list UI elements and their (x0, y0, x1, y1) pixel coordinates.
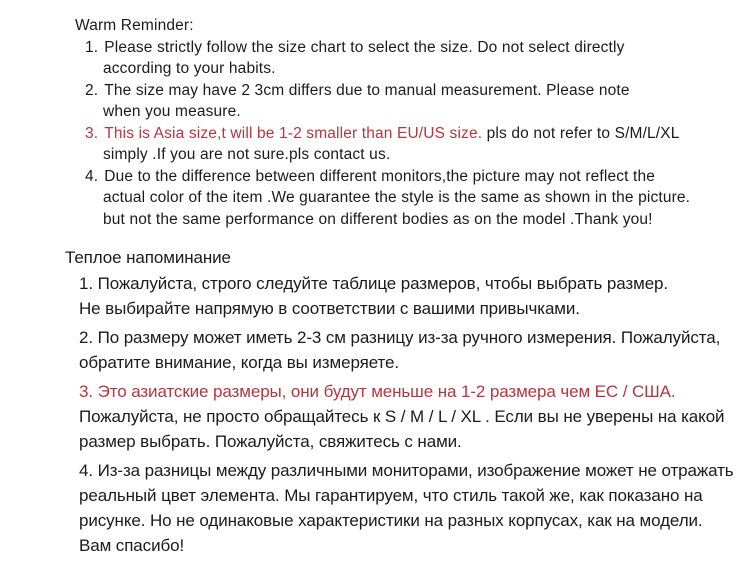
reminder-line: Пожалуйста, не просто обращайтесь к S / M / L / XL . Если вы не уверены на какой (79, 407, 725, 426)
english-reminder-item-3 (75, 123, 690, 166)
english-reminder-item-1 (75, 37, 690, 80)
reminder-line: simply .If you are not sure.pls contact us. (103, 146, 391, 163)
item-number: 1. (85, 38, 99, 56)
reminder-line (85, 166, 690, 188)
item-number: 3. (85, 124, 99, 142)
item-number: 2. (85, 81, 99, 99)
russian-reminder-item-4 (79, 458, 734, 558)
russian-reminder-title: Теплое напоминание (65, 248, 231, 267)
asia-size-warning-text: This is Asia size,t will be 1-2 smaller than EU/US size. (104, 124, 483, 142)
russian-warm-reminder (65, 245, 734, 562)
item-number: 4. (85, 167, 99, 185)
russian-reminder-item-3 (79, 379, 734, 454)
english-warm-reminder (75, 15, 690, 230)
english-reminder-item-4 (75, 166, 690, 231)
russian-reminder-item-1 (79, 271, 734, 321)
reminder-line (85, 37, 690, 59)
reminder-text: pls do not refer to S/M/L/XL (482, 124, 680, 142)
reminder-line: размер выбрать. Пожалуйста, свяжитесь с нами. (79, 432, 462, 451)
reminder-line (85, 123, 690, 145)
reminder-line: 1. Пожалуйста, строго следуйте таблице размеров, чтобы выбрать размер. (79, 274, 669, 293)
reminder-text: The size may have 2 3cm differs due to manual measurement. Please note (104, 81, 630, 99)
reminder-line: according to your habits. (103, 60, 276, 77)
russian-reminder-item-2 (79, 325, 734, 375)
reminder-line: when you measure. (103, 103, 241, 120)
english-reminder-item-2 (75, 80, 690, 123)
reminder-text: Please strictly follow the size chart to select the size. Do not select directly (104, 38, 625, 56)
reminder-line: реальный цвет элемента. Мы гарантируем, что стиль такой же, как показано на (79, 486, 703, 505)
english-reminder-title: Warm Reminder: (75, 17, 194, 34)
reminder-text: Due to the difference between different monitors,the picture may not reflect the (104, 167, 656, 185)
reminder-line: Вам спасибо! (79, 536, 185, 555)
asia-size-warning-text: 3. Это азиатские размеры, они будут меньше на 1-2 размера чем ЕС / США. (79, 382, 676, 401)
reminder-line: 4. Из-за разницы между различными мониторами, изображение может не отражать (79, 461, 734, 480)
reminder-line: 2. По размеру может иметь 2-3 см разницу из-за ручного измерения. Пожалуйста, (79, 328, 721, 347)
reminder-line: but not the same performance on different bodies as on the model .Thank you! (103, 210, 653, 228)
reminder-line (85, 80, 690, 102)
reminder-line: рисунке. Но не одинаковые характеристики на разных корпусах, как на модели. (79, 511, 703, 530)
reminder-line: обратите внимание, когда вы измеряете. (79, 353, 399, 372)
reminder-line: actual color of the item .We guarantee the style is the same as shown in the picture. (103, 189, 691, 206)
reminder-line: Не выбирайте напрямую в соответствии с вашими привычками. (79, 299, 580, 318)
